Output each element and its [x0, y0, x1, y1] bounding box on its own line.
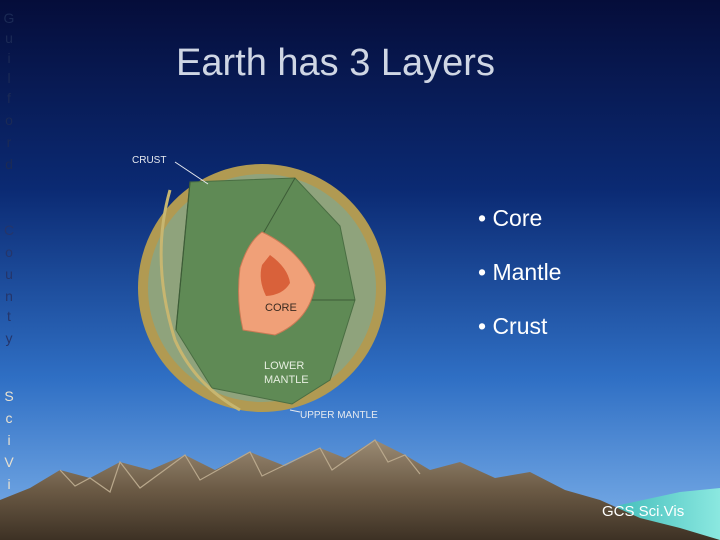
core-label: CORE [265, 302, 297, 314]
side-letter: C [3, 222, 15, 238]
side-letter: f [7, 90, 11, 106]
bullet-core: • Core [478, 205, 543, 231]
side-letter: r [6, 134, 12, 150]
slide-title: Earth has 3 Layers [176, 42, 495, 84]
side-letter: i [7, 476, 11, 492]
side-letter: i [7, 432, 11, 448]
side-letter: y [5, 330, 13, 346]
bullet-mantle: • Mantle [478, 259, 562, 285]
side-letter: u [5, 30, 13, 46]
upper-mantle-label: UPPER MANTLE [300, 410, 378, 421]
side-letter: G [3, 10, 15, 26]
lower-mantle-label-line1: LOWER [264, 360, 305, 372]
side-letter: i [7, 50, 11, 66]
lower-mantle-label-line2: MANTLE [264, 374, 309, 386]
side-letter: o [5, 112, 13, 128]
footer-text: GCS Sci.Vis [602, 503, 685, 520]
side-letter: S [4, 388, 14, 404]
bullet-list [478, 200, 561, 362]
side-letter: u [5, 266, 13, 282]
side-letter: V [4, 454, 14, 470]
side-letter: t [7, 308, 11, 324]
side-letter: o [5, 244, 13, 260]
side-letter: n [5, 288, 13, 304]
bullet-crust: • Crust [478, 313, 548, 339]
side-letter: d [5, 156, 13, 172]
side-letter: l [7, 70, 11, 86]
side-letter: c [5, 410, 13, 426]
crust-label: CRUST [132, 155, 167, 166]
